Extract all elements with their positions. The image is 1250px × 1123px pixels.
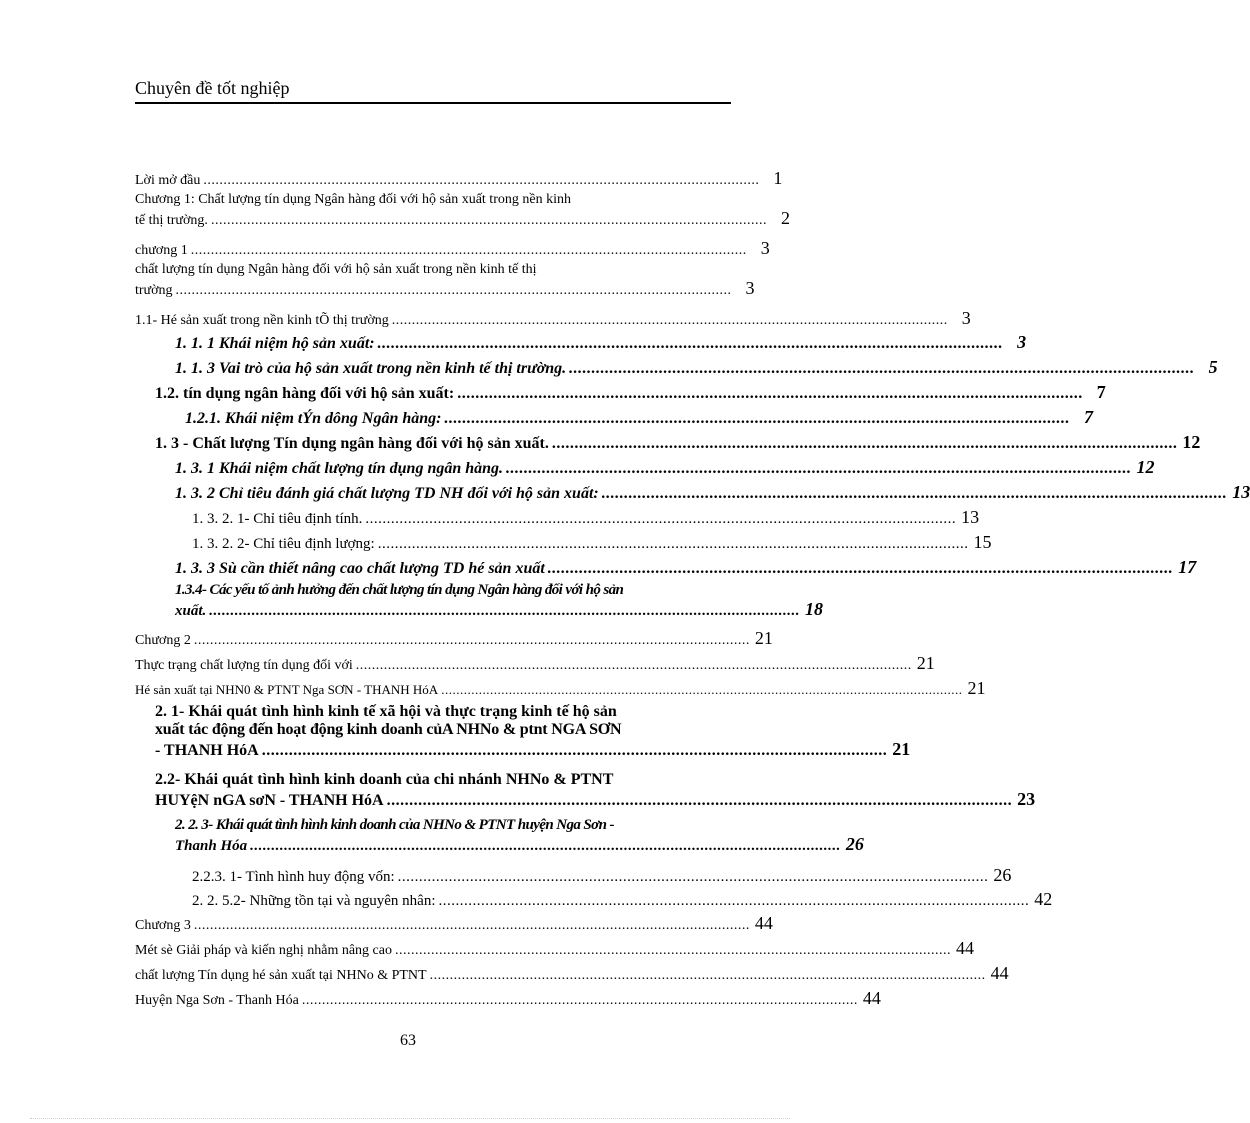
toc-leader-dots: ........................................................................................................................................... bbox=[261, 742, 888, 759]
toc-entry[interactable] bbox=[135, 938, 974, 963]
toc-entry-page: 2 bbox=[780, 208, 790, 228]
toc-entry[interactable] bbox=[135, 432, 1201, 457]
toc-entry-page: 13 bbox=[961, 507, 980, 527]
toc-entry[interactable] bbox=[135, 168, 783, 192]
toc-entry[interactable] bbox=[135, 582, 824, 628]
toc-leader-dots: ........................................................................................................................................... bbox=[394, 943, 951, 958]
toc-entry-label: - THANH HóA bbox=[155, 742, 259, 759]
toc-entry-label: Mét sè Giải pháp và kiến nghị nhằm nâng cao bbox=[135, 943, 392, 958]
toc-entry-page: 17 bbox=[1178, 557, 1197, 577]
toc-entry-label: Lời mở đầu bbox=[135, 173, 201, 188]
toc-entry-page: 44 bbox=[862, 988, 881, 1008]
toc-entry-label-line1: 2. 2. 3- Khái quát tình hình kinh doanh của NHNo & PTNT huyện Nga Sơn - bbox=[175, 817, 614, 833]
toc-leader-dots: ........................................................................................................................................... bbox=[569, 360, 1195, 377]
toc-entry[interactable] bbox=[135, 817, 864, 865]
toc-entry-page: 13 bbox=[1232, 482, 1250, 502]
toc-leader-dots: ........................................................................................................................................... bbox=[444, 410, 1070, 427]
toc-entry[interactable] bbox=[135, 653, 935, 678]
toc-entry-page: 23 bbox=[1017, 789, 1036, 809]
toc-leader-dots: ........................................................................................................................................... bbox=[193, 633, 750, 648]
toc-entry-label-line1: chất lượng tín dụng Ngân hàng đối với hộ sản xuất trong nền kinh tế thị bbox=[135, 262, 537, 277]
toc-leader-dots: ........................................................................................................................................... bbox=[506, 460, 1132, 477]
toc-entry-label-line1: 2.2- Khái quát tình hình kinh doanh của chi nhánh NHNo & PTNT bbox=[155, 771, 614, 788]
toc-entry[interactable] bbox=[135, 913, 773, 938]
toc-entry-label: 2.2.3. 1- Tình hình huy động vốn: bbox=[192, 869, 395, 885]
toc-entry[interactable] bbox=[135, 963, 1009, 988]
toc-entry[interactable] bbox=[135, 988, 881, 1013]
toc-entry-label: xuất. bbox=[175, 603, 207, 619]
toc-leader-dots: ........................................................................................................................................... bbox=[601, 485, 1228, 502]
toc-entry[interactable] bbox=[135, 482, 1250, 507]
toc-entry-label: 1. 3. 1 Khái niệm chất lượng tín dụng ngân hàng. bbox=[175, 460, 504, 477]
toc-entry-page: 26 bbox=[845, 834, 864, 854]
toc-entry-label: 1. 1. 3 Vai trò của hộ sản xuất trong nền kinh tế thị trường. bbox=[175, 360, 567, 377]
toc-entry-label-line1: 1.3.4- Các yếu tố ảnh hưởng đến chất lượng tín dụng Ngân hàng đối với hộ sản bbox=[175, 582, 624, 598]
toc-entry-label: 1. 3. 2. 1- Chỉ tiêu định tính. bbox=[192, 511, 363, 527]
toc-entry[interactable] bbox=[135, 532, 992, 557]
toc-entry[interactable] bbox=[135, 678, 986, 703]
toc-entry-label: chất lượng Tín dụng hé sản xuất tại NHNo & PTNT bbox=[135, 968, 427, 983]
toc-entry-label-line2: xuất tác động đến hoạt động kinh doanh củA NHNo & ptnt NGA SƠN bbox=[155, 721, 622, 738]
toc-entry-page: 15 bbox=[973, 532, 992, 552]
toc-entry[interactable] bbox=[135, 308, 971, 332]
toc-entry[interactable] bbox=[135, 407, 1093, 432]
toc-entry-page: 3 bbox=[745, 278, 755, 298]
toc-entry-label: 1. 3. 3 Sù cần thiết nâng cao chất lượng TD hé sản xuất bbox=[175, 560, 545, 577]
toc-leader-dots: ........................................................................................................................................... bbox=[438, 893, 1030, 909]
toc-leader-dots: ........................................................................................................................................... bbox=[193, 918, 750, 933]
toc-entry-page: 12 bbox=[1182, 432, 1201, 452]
toc-leader-dots: ........................................................................................................................................... bbox=[377, 536, 969, 552]
toc-entry-label: Thực trạng chất lượng tín dụng đối với bbox=[135, 658, 353, 673]
toc-leader-dots: ........................................................................................................................................... bbox=[250, 838, 841, 854]
toc-entry[interactable] bbox=[135, 382, 1106, 407]
toc-entry-page: 7 bbox=[1096, 382, 1106, 402]
toc-entry[interactable] bbox=[135, 357, 1218, 382]
page-number: 63 bbox=[400, 1032, 416, 1049]
toc-entry-page: 44 bbox=[990, 963, 1009, 983]
toc-entry-label: 2. 2. 5.2- Những tồn tại và nguyên nhân: bbox=[192, 893, 436, 909]
toc-leader-dots: ........................................................................................................................................... bbox=[355, 658, 912, 673]
toc-entry[interactable] bbox=[135, 238, 770, 262]
toc-entry-label: 1. 1. 1 Khái niệm hộ sản xuất: bbox=[175, 335, 375, 352]
toc-leader-dots: ........................................................................................................................................... bbox=[377, 335, 1004, 352]
toc-entry-label: 1.2. tín dụng ngân hàng đối với hộ sản xuất: bbox=[155, 385, 455, 402]
header-rule bbox=[135, 102, 731, 104]
toc-entry-label: 1.2.1. Khái niệm tÝn dông Ngân hàng: bbox=[185, 410, 442, 427]
toc-leader-dots: ........................................................................................................................................... bbox=[209, 603, 801, 619]
toc-entry-label: Huyện Nga Sơn - Thanh Hóa bbox=[135, 993, 299, 1008]
toc-entry[interactable] bbox=[135, 332, 1027, 357]
toc-entry-page: 18 bbox=[805, 599, 824, 619]
table-of-contents bbox=[135, 168, 1250, 1013]
toc-entry[interactable] bbox=[135, 771, 1036, 817]
toc-entry-label: 1. 3 - Chất lượng Tín dụng ngân hàng đối với hộ sản xuất. bbox=[155, 435, 549, 452]
toc-entry-page: 5 bbox=[1208, 357, 1218, 377]
toc-entry[interactable] bbox=[135, 628, 773, 653]
toc-entry-label: 1. 3. 2 Chỉ tiêu đánh giá chất lượng TD NH đối với hộ sản xuất: bbox=[175, 485, 599, 502]
toc-leader-dots: ........................................................................................................................................... bbox=[441, 682, 963, 697]
toc-entry-label: trường bbox=[135, 283, 173, 298]
toc-leader-dots: ........................................................................................................................................... bbox=[203, 173, 760, 188]
toc-leader-dots: ........................................................................................................................................... bbox=[365, 511, 957, 527]
toc-entry-label-line1: 2. 1- Khái quát tình hình kinh tế xã hội và thực trạng kinh tế hộ sản bbox=[155, 703, 617, 720]
toc-entry-page: 7 bbox=[1084, 407, 1093, 427]
toc-entry-page: 42 bbox=[1034, 889, 1053, 909]
toc-entry-label: Chương 2 bbox=[135, 633, 191, 648]
toc-entry-page: 21 bbox=[967, 678, 986, 698]
toc-entry-label: 1.1- Hé sản xuất trong nền kinh tÕ thị trường bbox=[135, 313, 389, 328]
toc-entry[interactable] bbox=[135, 703, 911, 771]
toc-leader-dots: ........................................................................................................................................... bbox=[397, 869, 989, 885]
toc-entry-label: Chương 3 bbox=[135, 918, 191, 933]
toc-entry-page: 44 bbox=[754, 913, 773, 933]
toc-entry-page: 26 bbox=[993, 865, 1012, 885]
toc-entry[interactable] bbox=[135, 865, 1012, 889]
toc-leader-dots: ........................................................................................................................................... bbox=[190, 243, 747, 258]
toc-entry-page: 3 bbox=[961, 308, 971, 328]
toc-entry-page: 21 bbox=[754, 628, 773, 648]
toc-leader-dots: ........................................................................................................................................... bbox=[210, 213, 767, 228]
toc-entry-label: Hé sản xuất tại NHN0 & PTNT Nga SƠN - THANH HóA bbox=[135, 682, 439, 697]
toc-leader-dots: ........................................................................................................................................... bbox=[175, 283, 732, 298]
toc-entry[interactable] bbox=[135, 889, 1053, 913]
toc-leader-dots: ........................................................................................................................................... bbox=[457, 385, 1083, 402]
toc-entry-page: 1 bbox=[773, 168, 783, 188]
toc-entry[interactable] bbox=[135, 507, 980, 532]
toc-entry[interactable] bbox=[135, 192, 790, 238]
toc-leader-dots: ........................................................................................................................................... bbox=[301, 993, 858, 1008]
toc-entry-label: HUYệN nGA sơN - THANH HóA bbox=[155, 792, 384, 809]
page-header: Chuyên đề tốt nghiệp bbox=[135, 78, 290, 98]
toc-entry-label: Thanh Hóa bbox=[175, 838, 248, 854]
toc-entry-page: 12 bbox=[1136, 457, 1155, 477]
toc-entry-label-line1: Chương 1: Chất lượng tín dụng Ngân hàng đối với hộ sản xuất trong nền kinh bbox=[135, 192, 571, 207]
toc-entry-page: 3 bbox=[760, 238, 770, 258]
toc-leader-dots: ........................................................................................................................................... bbox=[429, 968, 986, 983]
toc-entry[interactable] bbox=[135, 262, 755, 308]
toc-entry-page: 21 bbox=[892, 739, 911, 759]
toc-entry-label: tế thị trường. bbox=[135, 213, 208, 228]
toc-entry-label: 1. 3. 2. 2- Chỉ tiêu định lượng: bbox=[192, 536, 375, 552]
toc-entry[interactable] bbox=[135, 457, 1155, 482]
toc-entry-page: 44 bbox=[955, 938, 974, 958]
toc-entry-page: 3 bbox=[1017, 332, 1027, 352]
toc-leader-dots: ........................................................................................................................................... bbox=[547, 560, 1174, 577]
toc-leader-dots: ........................................................................................................................................... bbox=[551, 435, 1178, 452]
toc-leader-dots: ........................................................................................................................................... bbox=[391, 313, 948, 328]
toc-leader-dots: ........................................................................................................................................... bbox=[386, 792, 1013, 809]
toc-entry[interactable] bbox=[135, 557, 1197, 582]
toc-entry-page: 21 bbox=[916, 653, 935, 673]
toc-entry-label: chương 1 bbox=[135, 243, 188, 258]
page-bottom-divider bbox=[30, 1118, 790, 1119]
